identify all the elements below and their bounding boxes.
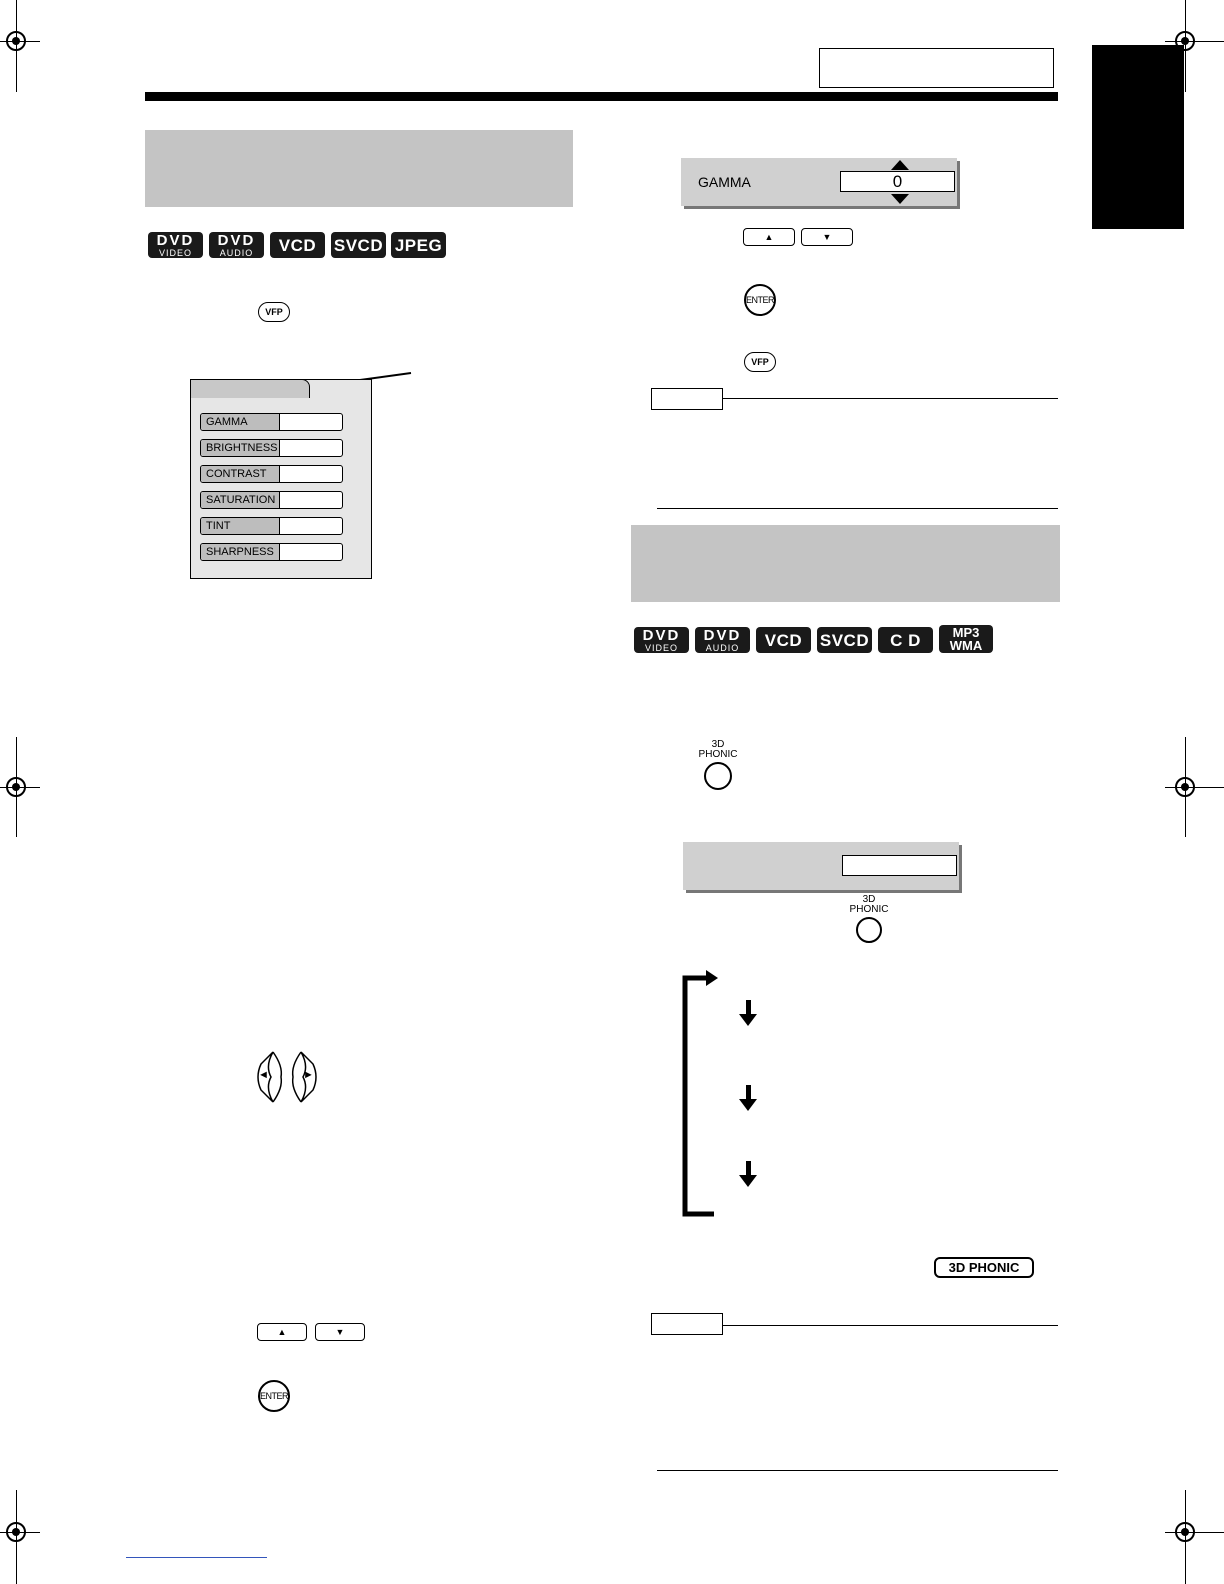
- button-circle-icon: [704, 762, 732, 790]
- registration-mark-icon: [0, 769, 34, 805]
- registration-mark-icon: [1167, 769, 1203, 805]
- disc-badge: DVD AUDIO: [695, 627, 750, 653]
- value-up-icon: [891, 160, 909, 170]
- disc-badge: C D: [878, 627, 933, 653]
- menu-item-contrast[interactable]: CONTRAST: [200, 465, 343, 483]
- 3d-phonic-label: 3D: [711, 739, 725, 750]
- registration-mark-icon: [1167, 1514, 1203, 1550]
- section-heading-box-left: [145, 130, 573, 207]
- disc-badge: SVCD: [331, 232, 386, 258]
- footer-link-underline: [126, 1557, 267, 1558]
- vfp-button[interactable]: VFP: [744, 352, 776, 372]
- 3d-phonic-key[interactable]: 3D PHONIC: [934, 1257, 1034, 1278]
- menu-item-brightness[interactable]: BRIGHTNESS: [200, 439, 343, 457]
- section-heading-box-right: [631, 525, 1060, 602]
- down-button[interactable]: ▼: [315, 1323, 365, 1341]
- left-arrow-button[interactable]: ◄: [258, 1069, 269, 1081]
- 3d-phonic-button[interactable]: [848, 895, 890, 945]
- header-box: [819, 48, 1054, 88]
- disc-badge: SVCD: [817, 627, 872, 653]
- button-circle-icon: [856, 917, 882, 943]
- disc-badge: DVD VIDEO: [148, 232, 203, 258]
- note-bottom-rule: [657, 1470, 1058, 1471]
- up-button[interactable]: ▲: [743, 228, 795, 246]
- gamma-label: GAMMA: [698, 174, 751, 190]
- disc-badge: DVD AUDIO: [209, 232, 264, 258]
- registration-mark-icon: [0, 23, 34, 59]
- value-down-icon: [891, 194, 909, 204]
- disc-badge: VCD: [270, 232, 325, 258]
- note-label-box: [651, 388, 723, 410]
- 3d-phonic-label: PHONIC: [849, 904, 889, 915]
- down-arrow-icon: [739, 1014, 757, 1026]
- note-rule: [723, 1325, 1058, 1326]
- note-bottom-rule: [657, 508, 1058, 509]
- registration-mark-icon: [0, 1514, 34, 1550]
- disc-badge: MP3 WMA: [939, 625, 993, 653]
- down-arrow-icon: [739, 1175, 757, 1187]
- right-arrow-button[interactable]: ►: [303, 1069, 314, 1081]
- menu-item-saturation[interactable]: SATURATION: [200, 491, 343, 509]
- vfp-button[interactable]: VFP: [258, 302, 290, 322]
- menu-tab: [190, 379, 310, 398]
- 3d-phonic-label: PHONIC: [698, 749, 738, 760]
- up-button[interactable]: ▲: [257, 1323, 307, 1341]
- left-right-cursor-buttons: [255, 1050, 319, 1104]
- 3d-phonic-value-field: [842, 855, 957, 876]
- disc-badge: VCD: [756, 627, 811, 653]
- 3d-phonic-label: 3D: [862, 894, 876, 905]
- down-arrow-icon: [739, 1099, 757, 1111]
- enter-button[interactable]: ENTER: [744, 284, 776, 316]
- disc-badge: DVD VIDEO: [634, 627, 689, 653]
- 3d-phonic-panel: [683, 842, 959, 890]
- vfp-menu: [190, 379, 372, 579]
- language-tab: [1092, 45, 1184, 229]
- menu-item-gamma[interactable]: GAMMA: [200, 413, 343, 431]
- note-rule: [723, 398, 1058, 399]
- gamma-value-field: 0: [840, 171, 955, 192]
- 3d-phonic-button[interactable]: [697, 740, 739, 792]
- disc-badge: JPEG: [391, 232, 446, 258]
- menu-item-tint[interactable]: TINT: [200, 517, 343, 535]
- down-button[interactable]: ▼: [801, 228, 853, 246]
- gamma-panel: [681, 158, 957, 206]
- note-label-box: [651, 1313, 723, 1335]
- cycle-bracket-icon: [678, 968, 724, 1220]
- enter-button[interactable]: ENTER: [258, 1380, 290, 1412]
- menu-item-sharpness[interactable]: SHARPNESS: [200, 543, 343, 561]
- header-rule: [145, 92, 1058, 101]
